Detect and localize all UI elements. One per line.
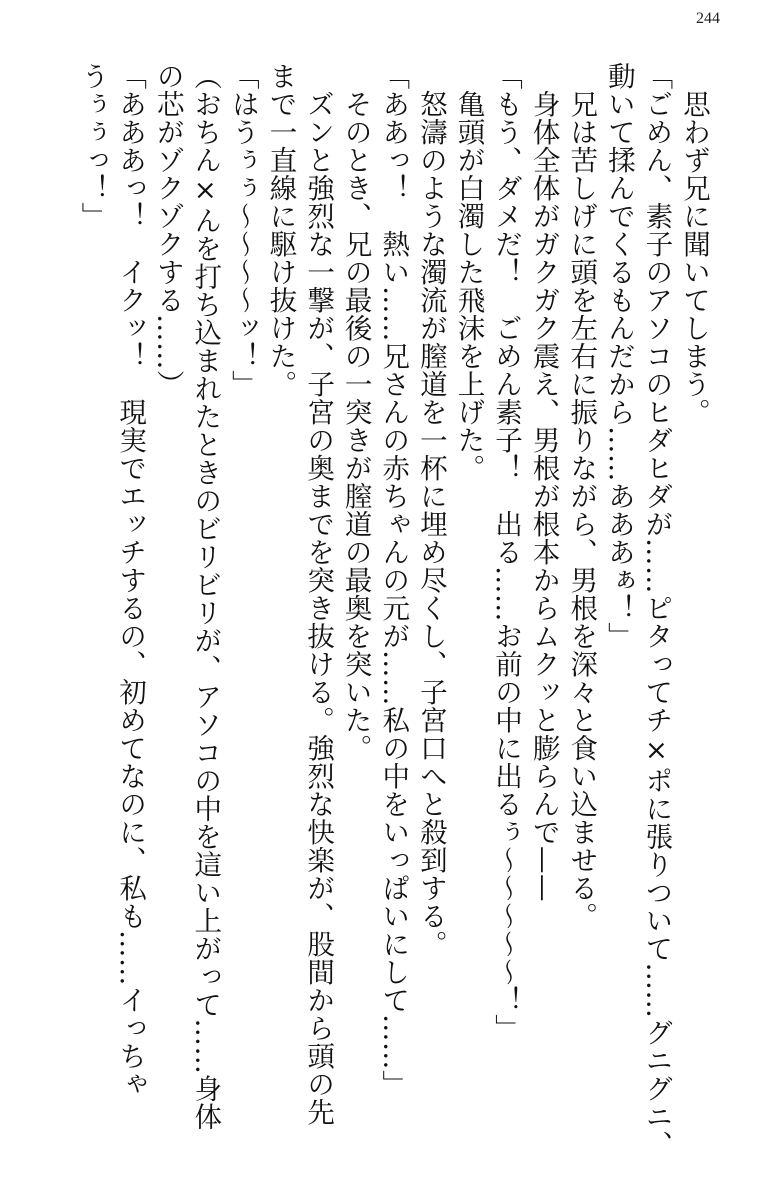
text-line: 「ごめん、素子のアソコのヒダヒダが……ピタってチ×ポに張りついて……グニグニ、: [640, 62, 673, 1159]
text-line: 「ああっ！ 熱い……兄さんの赤ちゃんの元が……私の中をいっぱいにして……」: [377, 62, 410, 1098]
text-line: 「もう、ダメだ！ ごめん素子！ 出る……お前の中に出るぅ〜〜〜〜〜！」: [490, 62, 523, 1042]
text-line: （おちん×んを打ち込まれたときのビリビリが、アソコの中を這い上がって……身体: [189, 62, 222, 1131]
text-line: 兄は苦しげに頭を左右に振りながら、男根を深々と食い込ませる。: [565, 62, 598, 930]
text-line: 身体全体がガクガク震え、男根が根本からムクッと膨らんで——: [527, 62, 560, 902]
text-line: 思わず兄に聞いてしまう。: [678, 62, 710, 426]
text-line: 「はうぅぅ〜〜〜〜ッ！」: [226, 62, 259, 398]
text-line: うぅぅっ！」: [76, 62, 109, 230]
text-line: まで一直線に駆け抜けた。: [264, 62, 297, 398]
text-line: 亀頭が白濁した飛沫を上げた。: [452, 62, 485, 482]
text-line: 「あああっ！ イクッ！ 現実でエッチするの、初めてなのに、私も……イっちゃ: [114, 62, 147, 1098]
page-number: 244: [696, 10, 720, 27]
text-line: そのとき、兄の最後の一突きが膣道の最奥を突いた。: [339, 62, 372, 762]
vertical-text-body: [32, 62, 712, 1182]
text-line: の芯がゾクゾクする……）: [151, 62, 184, 398]
text-line: 動いて揉んでくるもんだから……あああぁ！」: [602, 62, 635, 650]
text-line: ズンと強烈な一撃が、子宮の奥までを突き抜ける。強烈な快楽が、股間から頭の先: [302, 62, 335, 1126]
text-line: 怒濤のような濁流が膣道を一杯に埋め尽くし、子宮口へと殺到する。: [414, 62, 447, 958]
